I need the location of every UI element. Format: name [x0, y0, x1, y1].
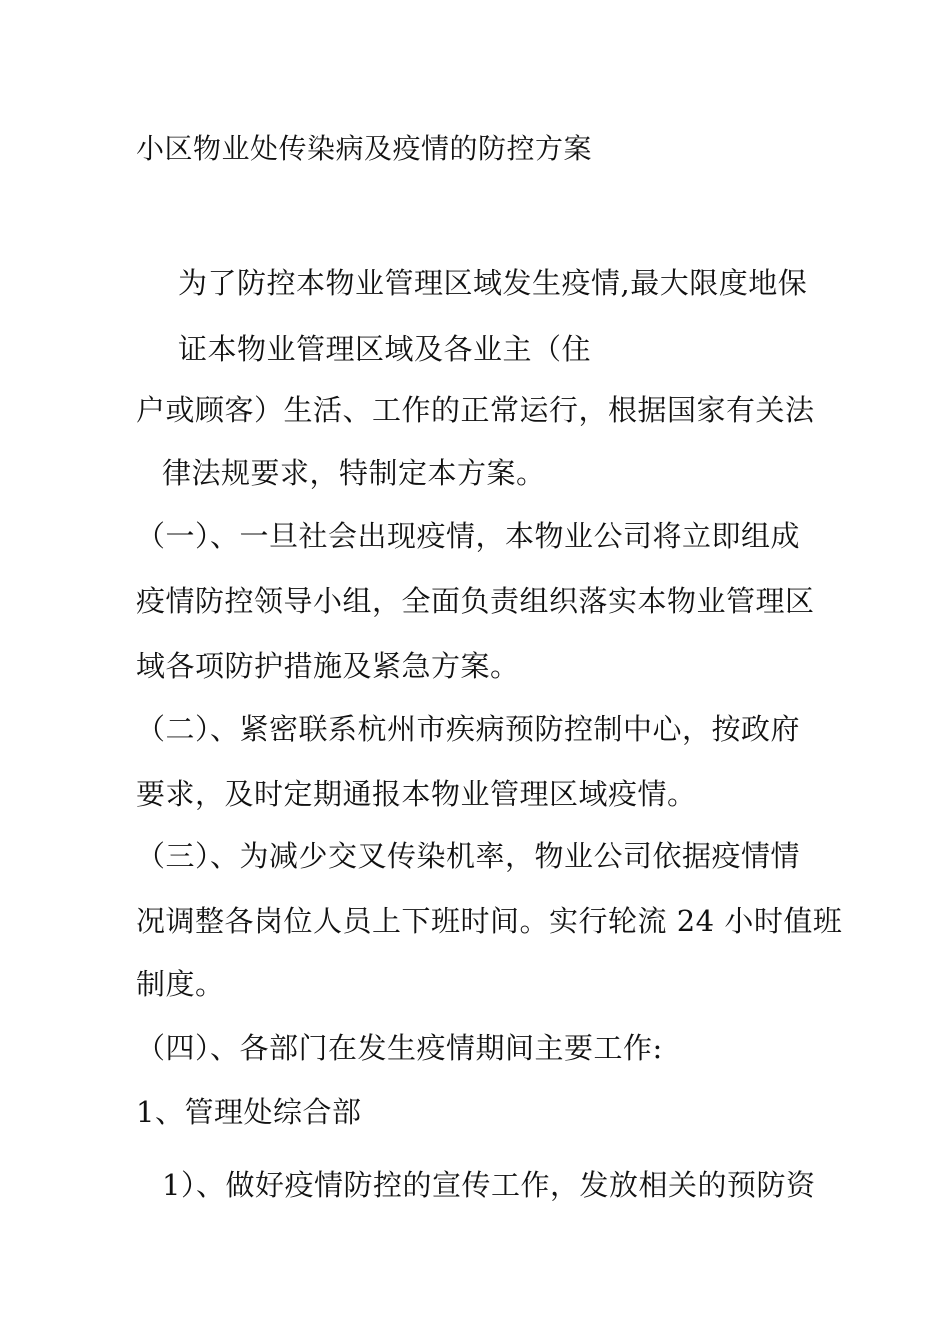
- section-3-line: 制度。: [136, 967, 225, 1001]
- list-item-line: 1）、做好疫情防控的宣传工作，发放相关的预防资: [162, 1168, 816, 1202]
- paragraph-line: 律法规要求，特制定本方案。: [162, 456, 546, 490]
- section-3-line: （三）、为减少交叉传染机率，物业公司依据疫情情: [136, 839, 801, 873]
- paragraph-line: 为了防控本物业管理区域发生疫情,最大限度地保: [178, 266, 808, 300]
- section-1-line: 疫情防控领导小组，全面负责组织落实本物业管理区: [136, 584, 815, 618]
- document-title: 小区物业处传染病及疫情的防控方案: [136, 132, 593, 165]
- paragraph-line: 户或顾客）生活、工作的正常运行，根据国家有关法: [136, 393, 815, 427]
- paragraph-line: 证本物业管理区域及各业主（住: [178, 332, 592, 366]
- section-2-line: 要求，及时定期通报本物业管理区域疫情。: [136, 777, 697, 811]
- section-1-line: 域各项防护措施及紧急方案。: [136, 649, 520, 683]
- section-4-heading: （四）、各部门在发生疫情期间主要工作:: [136, 1031, 663, 1065]
- subsection-heading: 1、管理处综合部: [136, 1095, 362, 1129]
- section-2-line: （二）、紧密联系杭州市疾病预防控制中心，按政府: [136, 712, 801, 746]
- section-1-line: （一）、一旦社会出现疫情，本物业公司将立即组成: [136, 519, 801, 553]
- section-3-line: 况调整各岗位人员上下班时间。实行轮流 24 小时值班: [136, 904, 843, 938]
